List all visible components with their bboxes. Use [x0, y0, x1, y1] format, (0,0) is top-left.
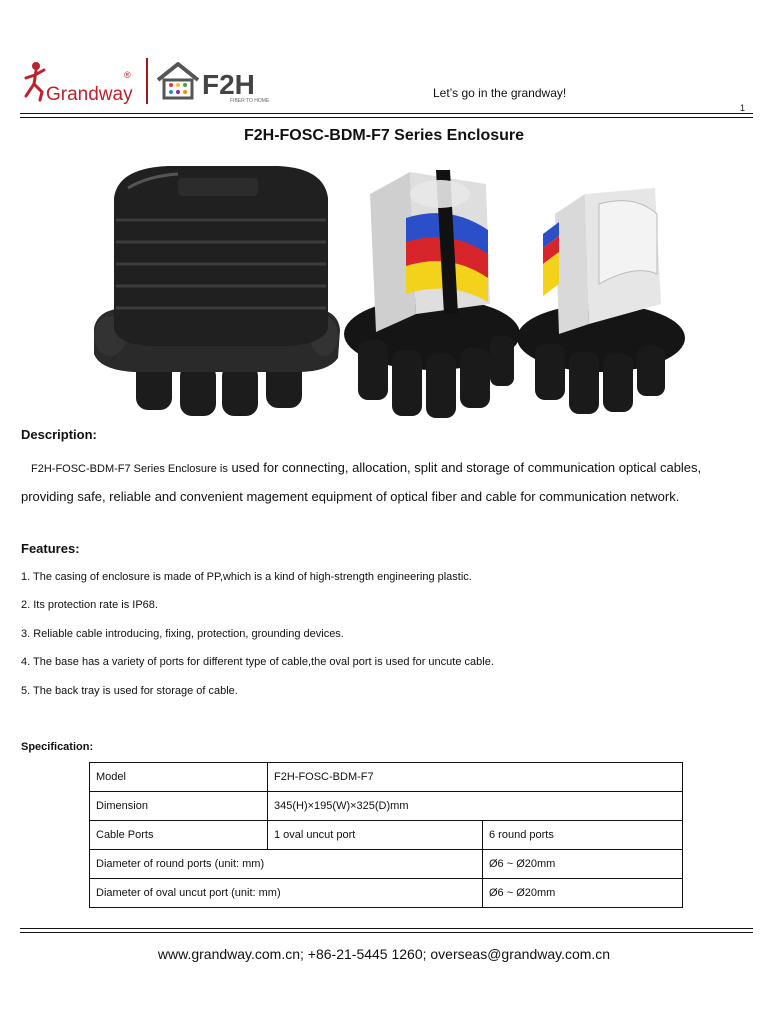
grandway-logo: [22, 56, 142, 106]
spec-label: Cable Ports: [90, 821, 268, 850]
description-text: used for connecting, allocation, split and storage of communication optical cables, providing safe, reliable and convenient magement equipment of optical fiber and cable for communication network.: [21, 460, 702, 504]
logo-divider: [146, 58, 148, 104]
header-tagline: Let’s go in the grandway!: [433, 86, 567, 100]
spec-value: Ø6 ~ Ø20mm: [483, 879, 683, 908]
spec-value: 1 oval uncut port: [268, 821, 483, 850]
footer-rule-top: [20, 928, 753, 929]
description-heading: Description:: [21, 427, 97, 442]
description-lead: F2H-FOSC-BDM-F7 Series Enclosure is: [31, 463, 228, 475]
spec-label: Dimension: [90, 792, 268, 821]
spec-value: 6 round ports: [483, 821, 683, 850]
spec-value: Ø6 ~ Ø20mm: [483, 850, 683, 879]
table-row: [90, 850, 683, 879]
spec-value: 345(H)×195(W)×325(D)mm: [268, 792, 683, 821]
header-rule-top: [20, 113, 753, 114]
side-enclosure-photo: [515, 174, 690, 422]
table-row: [90, 763, 683, 792]
f2h-tagline: FIBER TO HOME: [230, 98, 270, 104]
closed-enclosure-photo: [88, 158, 344, 420]
feature-item: 4. The base has a variety of ports for different type of cable,the oval port is used for uncute cable.: [21, 656, 494, 668]
features-heading: Features:: [21, 541, 80, 556]
feature-item: 5. The back tray is used for storage of cable.: [21, 685, 238, 697]
table-row: [90, 792, 683, 821]
specification-heading: Specification:: [21, 741, 94, 753]
header-rule-bottom: [20, 117, 753, 118]
spec-label: Diameter of round ports (unit: mm): [90, 850, 483, 879]
open-enclosure-photo: [340, 164, 520, 422]
feature-item: 1. The casing of enclosure is made of PP,which is a kind of high-strength engineering plastic.: [21, 571, 472, 583]
spec-label: Diameter of oval uncut port (unit: mm): [90, 879, 483, 908]
specification-table: [89, 762, 683, 908]
registered-mark: ®: [124, 70, 131, 80]
description-paragraph: [21, 454, 751, 511]
feature-item: 3. Reliable cable introducing, fixing, protection, grounding devices.: [21, 628, 344, 640]
f2h-wordmark: F2H: [202, 69, 255, 100]
footer-rule-bottom: [20, 932, 753, 933]
document-title: F2H-FOSC-BDM-F7 Series Enclosure: [243, 127, 525, 144]
table-row: [90, 879, 683, 908]
f2h-logo: [154, 58, 279, 104]
table-row: [90, 821, 683, 850]
grandway-wordmark: Grandway: [46, 84, 133, 105]
feature-item: 2. Its protection rate is IP68.: [21, 599, 158, 611]
footer-contact: www.grandway.com.cn; +86-21-5445 1260; overseas@grandway.com.cn: [157, 946, 611, 962]
spec-label: Model: [90, 763, 268, 792]
page-number: 1: [740, 103, 746, 113]
spec-value: F2H-FOSC-BDM-F7: [268, 763, 683, 792]
